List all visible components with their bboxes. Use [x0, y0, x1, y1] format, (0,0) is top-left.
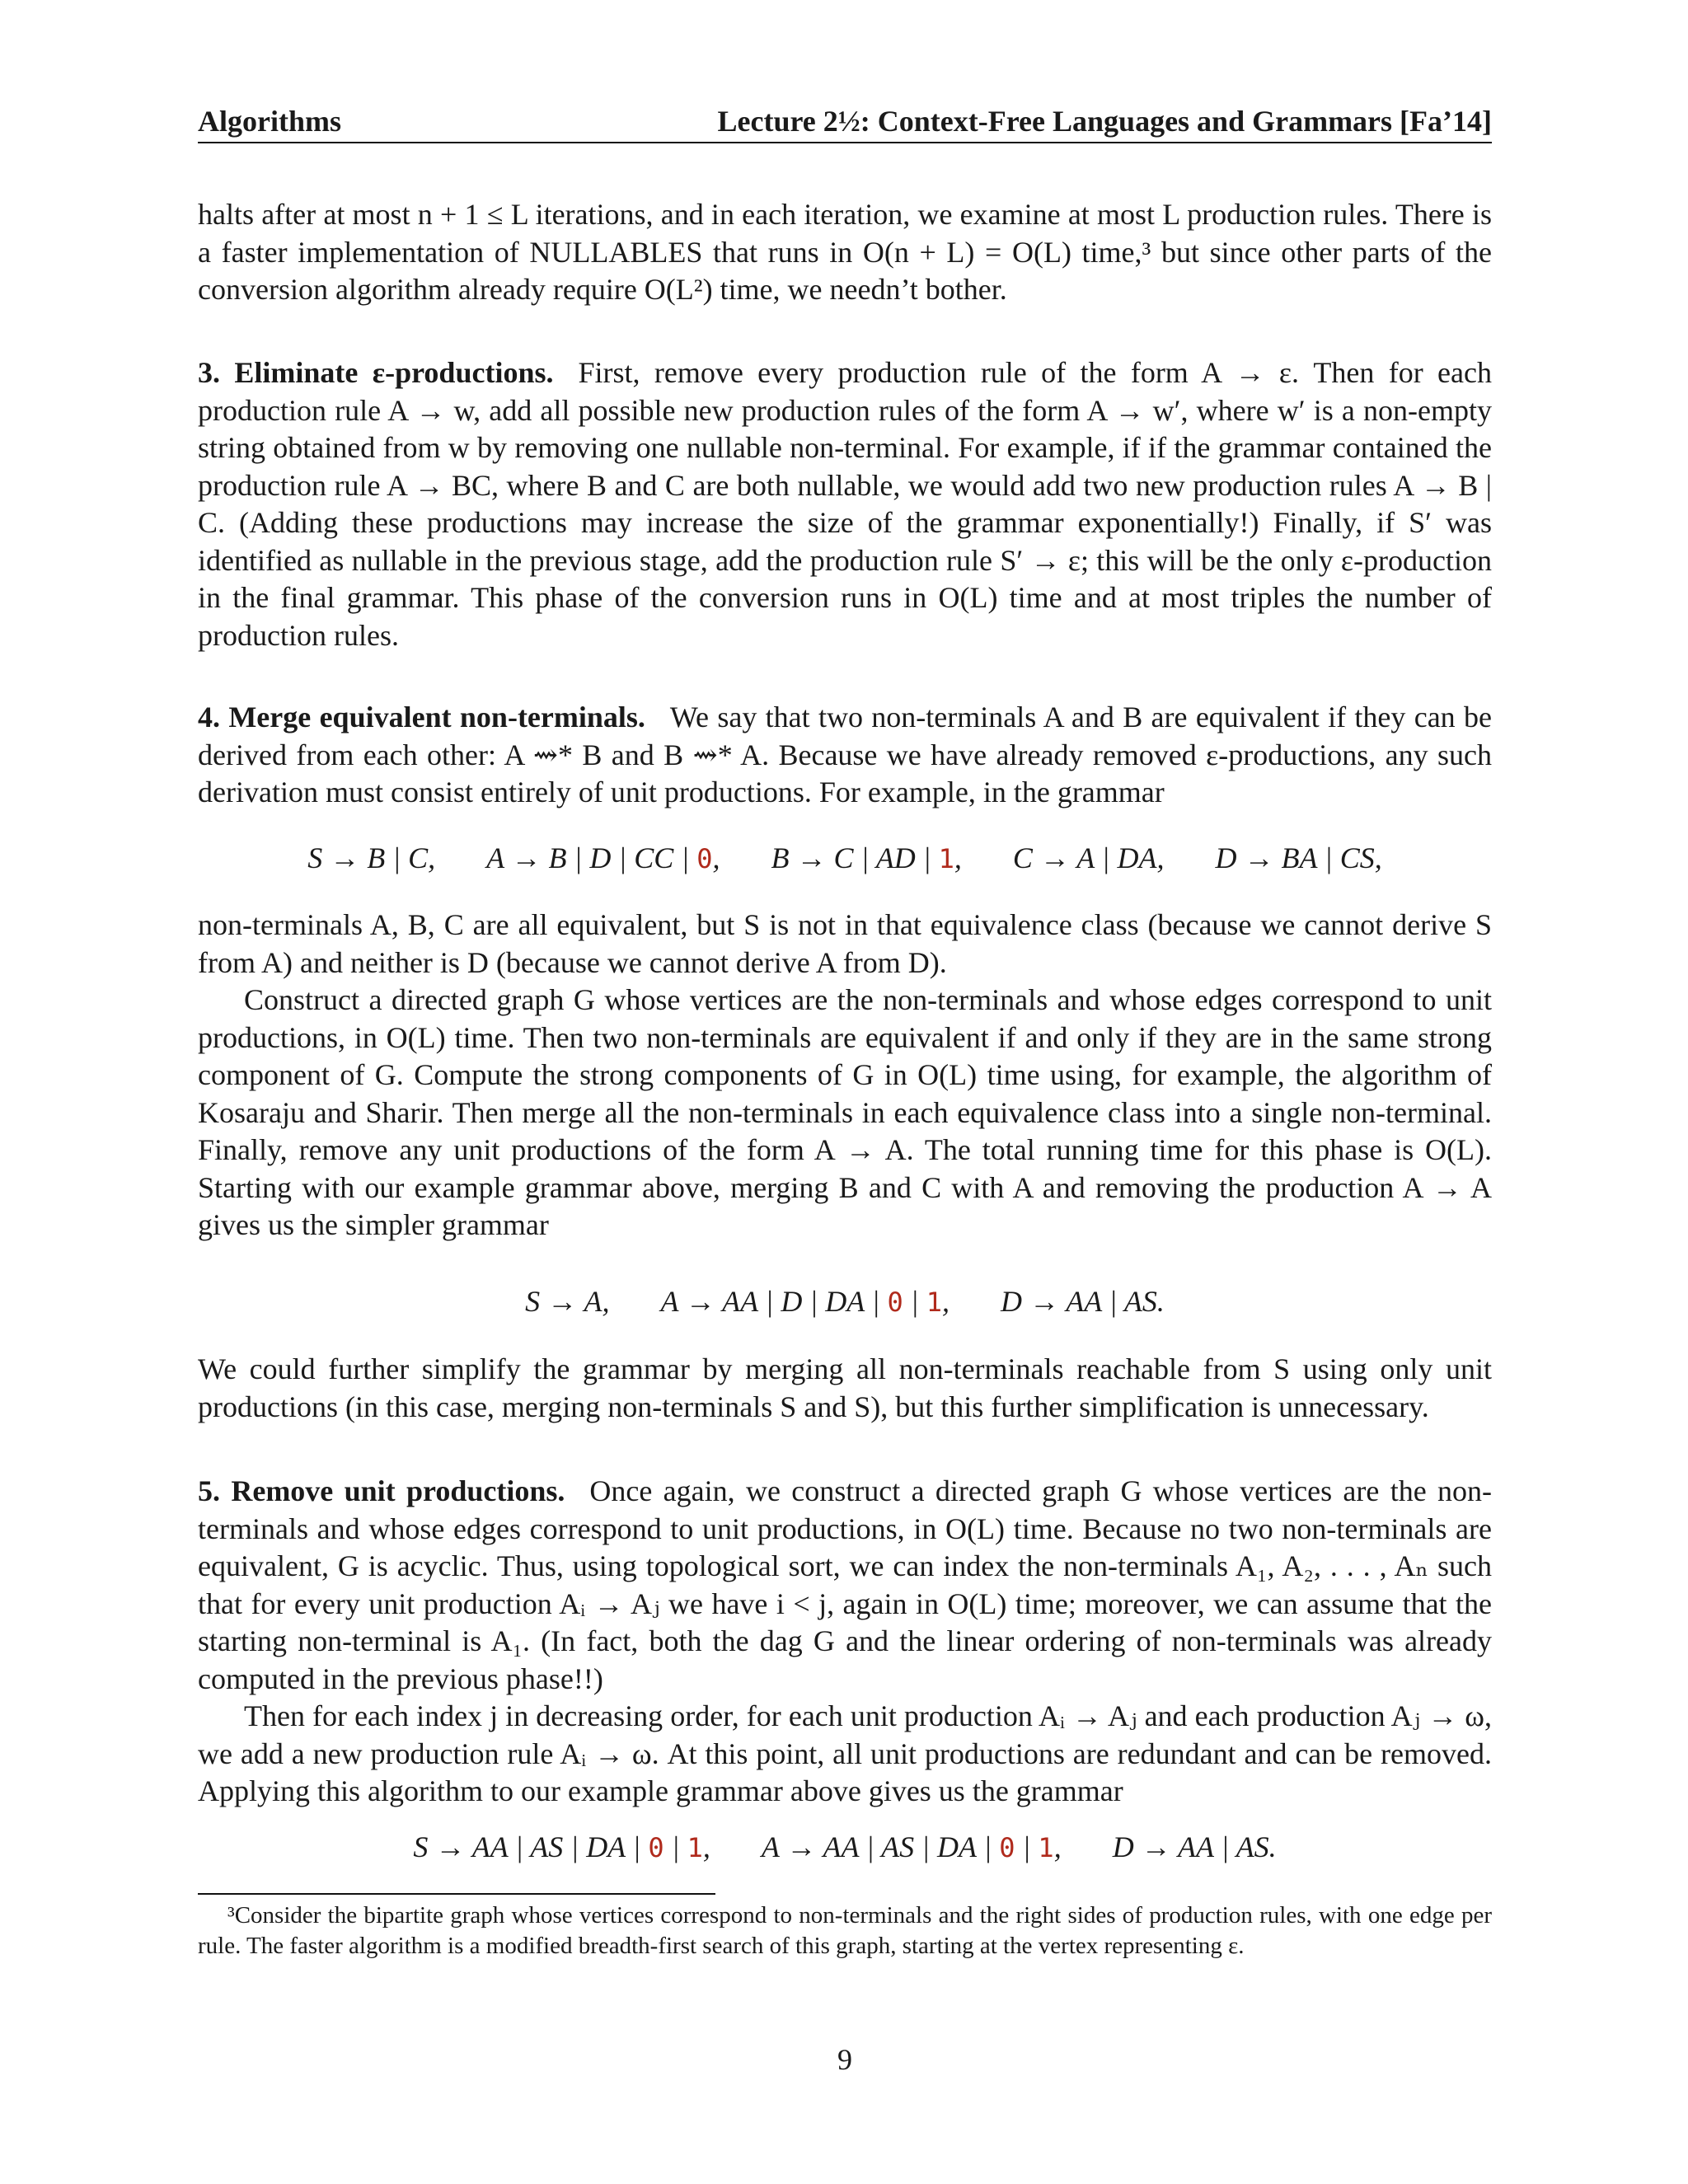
terminal-one: 1: [687, 1832, 703, 1863]
page-number: 9: [837, 2043, 852, 2076]
step4-text: We say that two non-terminals A and B are equivalent if they can be derived from each other: A ⇝* B and B ⇝* A. Because we have already removed ε-productions, any such derivation must consist entirely of unit productions. For example, in the grammar: [198, 701, 1492, 808]
header-course-title: Algorithms: [198, 105, 341, 138]
grammar-example-2: [198, 1282, 1492, 1321]
step5-block: [198, 1473, 1492, 1811]
step4-heading: 4. Merge equivalent non-terminals.: [198, 701, 645, 733]
page: [198, 0, 1492, 2184]
footnote: [198, 1900, 1492, 1961]
step5-second-paragraph: Then for each index j in decreasing order, for each unit production Aᵢ → Aⱼ and each production Aⱼ → ω, we add a new production rule Aᵢ → ω. At this point, all unit productions are redundant and can be removed. Applying this algorithm to our example grammar above gives us the grammar: [198, 1699, 1492, 1807]
step5-text: Once again, we construct a directed graph G whose vertices are the non-terminals and whose edges correspond to unit productions, in O(L) time. Because no two non-terminals are equivalent, G is acyclic. Thus, using topological sort, we can index the non-terminals A₁, A₂, . . . , Aₙ such that for every unit production Aᵢ → Aⱼ we have i < j, again in O(L) time; moreover, we can assume that the starting non-terminal is A₁. (In fact, both the dag G and the linear ordering of non-terminals was already computed in the previous phase!!): [198, 1474, 1492, 1695]
grammar1-rule-a: A → B | D | CC | 0,: [486, 841, 720, 874]
terminal-zero: 0: [999, 1832, 1015, 1863]
step4-paragraph: [198, 699, 1492, 812]
continuation-block: [198, 196, 1492, 309]
grammar1-rule-c: C → A | DA,: [1012, 841, 1165, 874]
grammar1-rule-b: B → C | AD | 1,: [771, 841, 962, 874]
step3-paragraph: [198, 354, 1492, 654]
step5-paragraph: [198, 1473, 1492, 1698]
step4-block: [198, 699, 1492, 812]
footnote-text: ³Consider the bipartite graph whose vertices correspond to non-terminals and the right sides of production rules, with one edge per rule. The faster algorithm is a modified breadth-first search of this graph, starting at the vertex representing ε.: [198, 1902, 1492, 1959]
grammar2-rule-a: A → AA | D | DA | 0 | 1,: [660, 1285, 950, 1318]
grammar-example-1: [198, 839, 1492, 878]
header-lecture-title: Lecture 2½: Context-Free Languages and Grammars [Fa’14]: [717, 105, 1492, 138]
step4-second-paragraph: Construct a directed graph G whose vertices are the non-terminals and whose edges correspond to unit productions, in O(L) time. Then two non-terminals are equivalent if and only if they are in the same strong component of G. Compute the strong components of G in O(L) time using, for example, the algorithm of Kosaraju and Sharir. Then merge all the non-terminals in each equivalence class into a single non-terminal. Finally, remove any unit productions of the form A → A. The total running time for this phase is O(L). Starting with our example grammar above, merging B and C with A and removing the production A → A gives us the simpler grammar: [198, 983, 1492, 1241]
step5-heading: 5. Remove unit productions.: [198, 1474, 565, 1507]
step4-after-grammar1-paragraph: non-terminals A, B, C are all equivalent, but S is not in that equivalence class (because we cannot derive S from A) and neither is D (because we cannot derive A from D).: [198, 908, 1492, 979]
grammar1-rule-s: S → B | C,: [307, 841, 436, 874]
grammar1-rule-d: D → BA | CS,: [1215, 841, 1382, 874]
grammar3-rule-a: A → AA | AS | DA | 0 | 1,: [761, 1830, 1062, 1863]
step3-heading: 3. Eliminate ε-productions.: [198, 356, 554, 389]
continuation-paragraph: halts after at most n + 1 ≤ L iterations, and in each iteration, we examine at most L production rules. There is a faster implementation of NULLABLES that runs in O(n + L) = O(L) time,³ but since other parts of the conversion algorithm already require O(L²) time, we needn’t bother.: [198, 198, 1492, 306]
terminal-zero: 0: [648, 1832, 664, 1863]
terminal-one: 1: [926, 1286, 942, 1318]
grammar2-rule-s: S → A,: [525, 1285, 610, 1318]
grammar3-rule-s: S → AA | AS | DA | 0 | 1,: [413, 1830, 710, 1863]
grammar2-rule-d: D → AA | AS.: [1000, 1285, 1165, 1318]
step4-after-grammar1: [198, 907, 1492, 1244]
grammar-example-3: [198, 1828, 1492, 1867]
running-head: [198, 97, 1492, 143]
terminal-zero: 0: [887, 1286, 903, 1318]
terminal-one: 1: [1038, 1832, 1054, 1863]
step4-after-grammar2-paragraph: We could further simplify the grammar by merging all non-terminals reachable from S using only unit productions (in this case, merging non-terminals S and S), but this further simplification is unnecessary.: [198, 1352, 1492, 1423]
terminal-zero: 0: [696, 843, 713, 874]
step3-text: First, remove every production rule of the form A → ε. Then for each production rule A → w, add all possible new production rules of the form A → w′, where w′ is a non-empty string obtained from w by removing one nullable non-terminal. For example, if if the grammar contained the production rule A → BC, where B and C are both nullable, we would add two new production rules A → B | C. (Adding these productions may increase the size of the grammar exponentially!) Finally, if S′ was identified as nullable in the previous stage, add the production rule S′ → ε; this will be the only ε-production in the final grammar. This phase of the conversion runs in O(L) time and at most triples the number of production rules.: [198, 356, 1492, 652]
footnote-rule: [198, 1893, 715, 1895]
grammar3-rule-d: D → AA | AS.: [1112, 1830, 1277, 1863]
step4-after-grammar2: [198, 1351, 1492, 1426]
terminal-one: 1: [938, 843, 954, 874]
step3-block: [198, 354, 1492, 654]
